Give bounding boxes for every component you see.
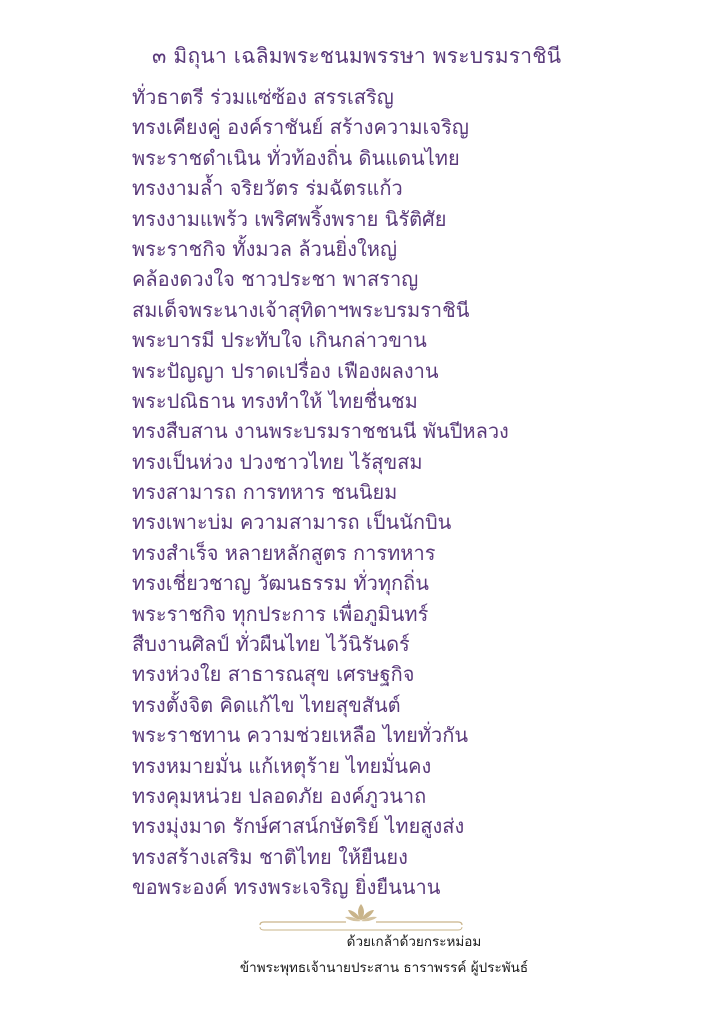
poem-line: ทรงสามารถ การทหาร ชนนิยม: [132, 480, 398, 505]
poem-line: ทรงสร้างเสริม ชาติไทย ให้ยืนยง: [132, 844, 408, 869]
poem-line: ทรงเพาะบ่ม ความสามารถ เป็นนักบิน: [132, 510, 452, 535]
poem-line: ทรงเคียงคู่ องค์ราชันย์ สร้างความเจริญ: [132, 115, 469, 140]
poem-line: ทรงห่วงใย สาธารณสุข เศรษฐกิจ: [132, 662, 415, 687]
poem-line: พระราชดำเนิน ทั่วท้องถิ่น ดินแดนไทย: [132, 145, 460, 170]
poem-line: ขอพระองค์ ทรงพระเจริญ ยิ่งยืนนาน: [132, 875, 441, 900]
poem-line: ทรงเชี่ยวชาญ วัฒนธรรม ทั่วทุกถิ่น: [132, 571, 429, 596]
poem-line: พระปัญญา ปราดเปรื่อง เฟืองผลงาน: [132, 358, 439, 383]
poem-line: ทรงงามล้ำ จริยวัตร ร่มฉัตรแก้ว: [132, 176, 403, 201]
poem-line: พระราชกิจ ทุกประการ เพื่อภูมินทร์: [132, 601, 429, 626]
poem-line: พระบารมี ประทับใจ เกินกล่าวขาน: [132, 328, 427, 353]
poem-body: [132, 82, 509, 903]
poem-line: ทรงสืบสาน งานพระบรมราชชนนี พันปีหลวง: [132, 419, 509, 444]
poem-line: ทรงสำเร็จ หลายหลักสูตร การทหาร: [132, 540, 436, 565]
poem-title: ๓ มิถุนา เฉลิมพระชนมพรรษา พระบรมราชินี: [152, 44, 562, 68]
poem-line: ทรงหมายมั่น แก้เหตุร้าย ไทยมั่นคง: [132, 753, 432, 778]
poem-line: ทรงงามแพร้ว เพริศพริ้งพราย นิรัติศัย: [132, 206, 447, 231]
poem-line: คล้องดวงใจ ชาวประชา พาสราญ: [132, 267, 419, 292]
dedication-line-1: ด้วยเกล้าด้วยกระหม่อม: [346, 934, 482, 950]
poem-line: สมเด็จพระนางเจ้าสุทิดาฯพระบรมราชินี: [132, 297, 470, 322]
poem-line: ทั่วธาตรี ร่วมแซ่ซ้อง สรรเสริญ: [132, 85, 394, 109]
poem-line: ทรงเป็นห่วง ปวงชาวไทย ไร้สุขสม: [132, 449, 423, 474]
poem-line: พระราชกิจ ทั้งมวล ล้วนยิ่งใหญ่: [132, 236, 398, 261]
poem-line: ทรงคุมหน่วย ปลอดภัย องค์ภูวนาถ: [132, 783, 427, 808]
author-credit-line: ข้าพระพุทธเจ้านายประสาน ธาราพรรค์ ผู้ประพันธ์: [239, 960, 529, 976]
poem-line: ทรงตั้งจิต คิดแก้ไข ไทยสุขสันต์: [132, 692, 401, 717]
poem-line: พระปณิธาน ทรงทำให้ ไทยชื่นชม: [132, 388, 418, 413]
poem-line: สืบงานศิลป์ ทั่วผืนไทย ไว้นิรันดร์: [132, 632, 410, 657]
poem-line: พระราชทาน ความช่วยเหลือ ไทยทั่วกัน: [132, 723, 469, 748]
poem-line: ทรงมุ่งมาด รักษ์ศาสน์กษัตริย์ ไทยสูงส่ง: [132, 814, 465, 839]
